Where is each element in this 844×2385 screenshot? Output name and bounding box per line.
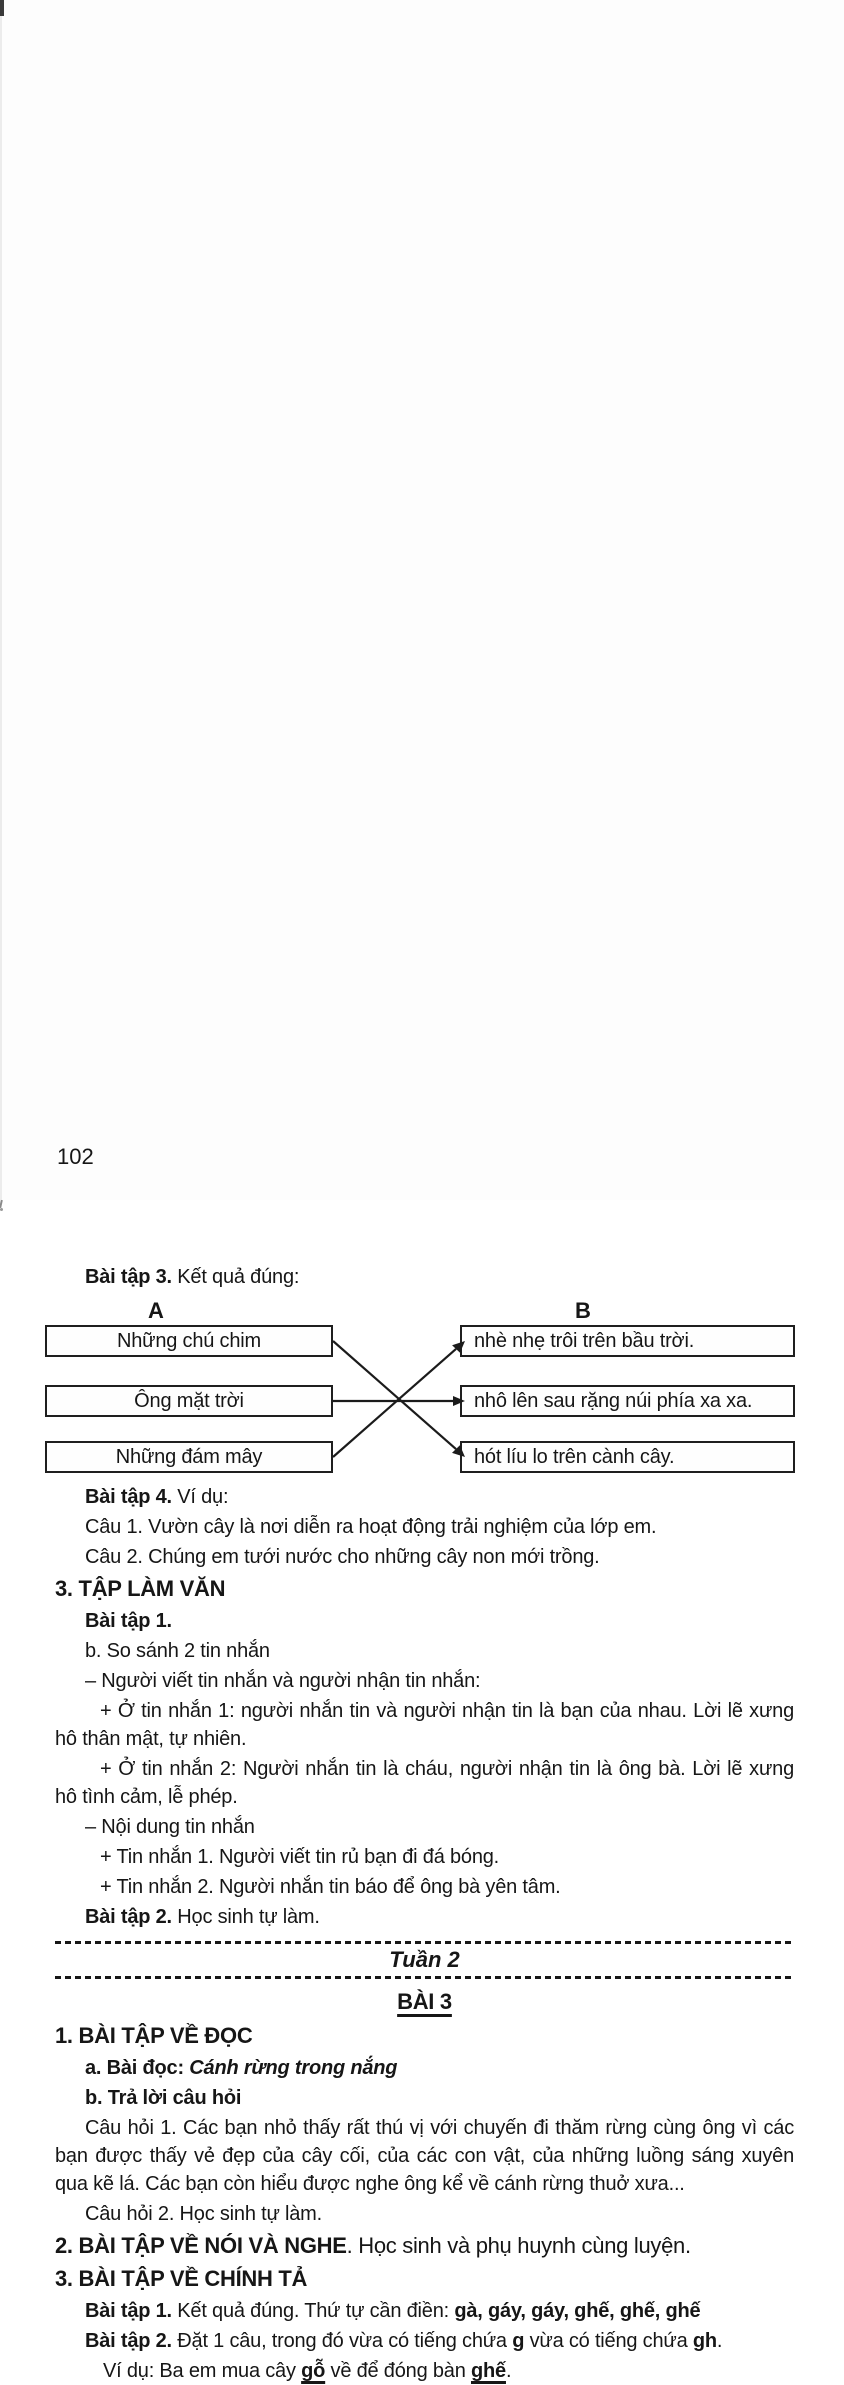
example-period: . [505, 2360, 512, 2382]
match-arrows [45, 1299, 795, 1477]
chinh-ta-exercise1-text: Kết quả đúng. Thứ tự cần điền: [171, 2300, 455, 2322]
match-box-a2: Ông mặt trời [45, 1385, 333, 1417]
section-noi-nghe-note: . Học sinh và phụ huynh cùng luyện. [346, 2233, 691, 2258]
question1-answer: Câu hỏi 1. Các bạn nhỏ thấy rất thú vị với chuyến đi thăm rừng cùng ông vì các bạn được thấy vẻ đẹp của cây cối, của các con vật, của những luồng sáng xuyên qua kẽ lá. Các bạn còn hiểu được nghe ông kể về cánh rừng thuở xưa... [55, 2117, 794, 2195]
section-doc-heading: 1. BÀI TẬP VỀ ĐỌC [55, 2023, 253, 2048]
section-chinh-ta-heading: 3. BÀI TẬP VỀ CHÍNH TẢ [55, 2266, 308, 2291]
week-title: Tuần 2 [389, 1947, 460, 1972]
chinh-ta-exercise2-line [55, 2327, 794, 2355]
answer-questions-label: b. Trả lời câu hỏi [85, 2087, 242, 2109]
exercise4-intro-line [55, 1483, 794, 1511]
tlv-plus-item-2: + Ở tin nhắn 2: Người nhắn tin là cháu, người nhận tin là ông bà. Lời lẽ xưng hô tình cảm, lễ phép. [55, 1758, 794, 1808]
section-noi-nghe-title: 2. BÀI TẬP VỀ NÓI VÀ NGHE [55, 2233, 347, 2258]
chinh-ta-exercise2-label: Bài tập 2. [85, 2330, 172, 2352]
exercise4-sentence-2: Câu 2. Chúng em tưới nước cho những cây non mới trồng. [85, 1546, 600, 1568]
match-box-b2: nhô lên sau rặng núi phía xa xa. [460, 1385, 795, 1417]
example-text-2: về để đóng bàn [325, 2360, 471, 2382]
tlv-plus-item-3: + Tin nhắn 1. Người viết tin rủ bạn đi đá bóng. [100, 1846, 500, 1868]
chinh-ta-exercise2-period: . [716, 2330, 723, 2352]
reading-title-line [55, 2054, 794, 2082]
page-content [0, 1211, 844, 2385]
section-tap-lam-van-heading: 3. TẬP LÀM VĂN [55, 1576, 226, 1601]
exercise3-label: Bài tập 3. [85, 1266, 172, 1288]
exercise3-intro: Kết quả đúng: [171, 1266, 300, 1288]
example-text-1: Ví dụ: Ba em mua cây [103, 2360, 302, 2382]
exercise4-sentence-1: Câu 1. Vườn cây là nơi diễn ra hoạt động trải nghiệm của lớp em. [85, 1516, 657, 1538]
tlv-dash-item-2: – Nội dung tin nhắn [85, 1816, 255, 1838]
scan-speck-artifact [0, 1200, 3, 1208]
tlv-exercise2-text: Học sinh tự làm. [171, 1906, 320, 1928]
example-sentence-line [55, 2357, 794, 2385]
chinh-ta-exercise1-answers: gà, gáy, gáy, ghế, ghế, ghế [454, 2300, 701, 2322]
reading-title: Cánh rừng trong nắng [183, 2057, 398, 2079]
tlv-compare-line: b. So sánh 2 tin nhắn [85, 1640, 270, 1662]
exercise4-label: Bài tập 4. [85, 1486, 172, 1508]
chinh-ta-exercise1-label: Bài tập 1. [85, 2300, 172, 2322]
column-a-header: A [148, 1298, 164, 1323]
match-box-a3: Những đám mây [45, 1441, 333, 1473]
scan-corner-artifact [0, 0, 4, 16]
dashed-divider-top [55, 1941, 794, 1944]
match-box-b1: nhè nhẹ trôi trên bầu trời. [460, 1325, 795, 1357]
word-go-underlined: gỗ [301, 2360, 326, 2382]
reading-label: a. Bài đọc: [85, 2057, 184, 2079]
tlv-dash-item-1: – Người viết tin nhắn và người nhận tin nhắn: [85, 1670, 481, 1692]
letter-gh-bold: gh [692, 2330, 717, 2352]
chinh-ta-exercise1-line [55, 2297, 794, 2325]
match-box-a1: Những chú chim [45, 1325, 333, 1357]
tlv-exercise2-line [55, 1903, 794, 1931]
chinh-ta-exercise2-text1: Đặt 1 câu, trong đó vừa có tiếng chứa [171, 2330, 513, 2352]
word-ghe-underlined: ghế [471, 2360, 506, 2382]
match-box-b3: hót líu lo trên cành cây. [460, 1441, 795, 1473]
match-arrow-a2-to-b2 [333, 1396, 465, 1406]
exercise4-intro: Ví dụ: [171, 1486, 229, 1508]
lesson-title-text: BÀI 3 [397, 1989, 452, 2014]
column-b-header: B [575, 1298, 591, 1323]
dashed-divider-bottom [55, 1976, 794, 1979]
scan-edge-artifact [0, 0, 2, 1200]
lesson-title [55, 1989, 794, 2015]
chinh-ta-exercise2-text2: vừa có tiếng chứa [524, 2330, 693, 2352]
letter-g-bold: g [512, 2330, 525, 2352]
exercise3-intro-line [55, 1263, 794, 1291]
question2-answer: Câu hỏi 2. Học sinh tự làm. [85, 2203, 322, 2225]
page-number: 102 [57, 1144, 94, 1169]
tlv-plus-item-4: + Tin nhắn 2. Người nhắn tin báo để ông bà yên tâm. [100, 1876, 561, 1898]
matching-diagram [45, 1299, 795, 1477]
section-noi-nghe-heading [55, 2231, 794, 2261]
tlv-exercise2-label: Bài tập 2. [85, 1906, 172, 1928]
tlv-exercise1-label: Bài tập 1. [85, 1610, 172, 1632]
tlv-plus-item-1: + Ở tin nhắn 1: người nhắn tin và người nhận tin là bạn của nhau. Lời lẽ xưng hô thân mật, tự nhiên. [55, 1700, 794, 1750]
